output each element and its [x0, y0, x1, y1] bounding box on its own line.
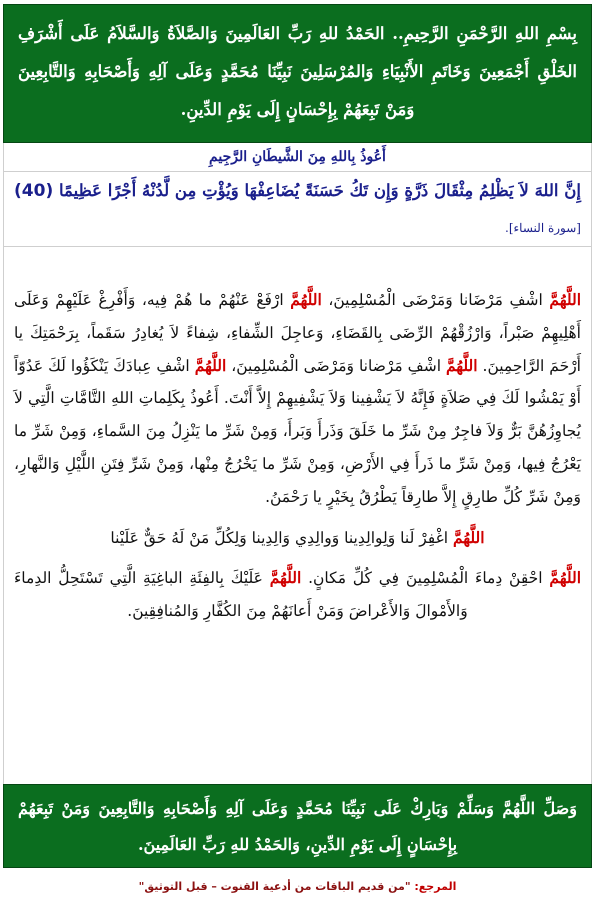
- allahumma-word: اللَّهُمَّ: [452, 527, 485, 547]
- istiadha-line: أَعُوذُ بِاللهِ مِنَ الشَّيطَانِ الرَّجِيمِ: [209, 149, 386, 165]
- divider: [4, 171, 591, 172]
- reference-label: المرجع:: [410, 880, 457, 893]
- dua-text: اشْفِ مَرْضانا وَمَرْضَى الْمُسْلِمِينَ،: [226, 356, 446, 375]
- closing-banner: [3, 784, 592, 868]
- closing-text: وَصَلِّ اللَّهُمَّ وَسَلِّمْ وَبَارِكْ عَلَى نَبِيِّنَا مُحَمَّدٍ وَعَلَى آلِهِ وَأَصْحَابِهِ وَالتَّابِعِينَ وَمَنْ تَبِعَهُمْ بِإِحْسَانٍ إِلَى يَوْمِ الدِّينِ، وَالحَمْدُ للهِ رَبِّ العَالَمِينَ.: [18, 799, 577, 854]
- quran-verse: [14, 173, 581, 246]
- allahumma-word: اللَّهُمَّ: [549, 568, 581, 588]
- dua-text: اشْفِ عِبادَكَ يَنْكَؤُوا لَكَ عَدُوّاً أَوْ يَمْشُوا لَكَ فِي صَلاَةٍ فَإِنَّهُ لاَ يَشْفِينا وَلاَ يَشْفِيهِمْ إِلاَّ أَنْتَ. أَعُوذُ بِكَلِماتِ اللهِ التَّامَّاتِ الَّتِي لاَ يُجاوِزُهُنَّ بَرٌّ وَلاَ فاجِرٌ مِنْ شَرِّ ما خَلَقَ وَذَرأَ وَبَرأَ، وَمِنْ شَرِّ ما يَنْزِلُ مِنَ السَّماءِ، وَمِنْ شَرِّ ما يَعْرُجُ فِيها، وَمِنْ شَرِّ ما ذَرأَ فِي الأَرْضِ، وَمِنْ شَرِّ ما يَخْرُجُ مِنْها، وَمِنْ شَرِّ فِتَنِ اللَّيْلِ وَالنَّهارِ، وَمِنْ شَرِّ كُلِّ طارِقٍ إِلاَّ طارِقاً يَطْرُقُ بِخَيْرٍ يا رَحْمَنُ.: [14, 356, 581, 506]
- verse-source: [سورة النساء].: [505, 221, 581, 235]
- allahumma-word: اللَّهُمَّ: [290, 290, 322, 309]
- supplication-paragraph: [14, 554, 581, 628]
- opening-banner: [3, 4, 592, 143]
- dua-text: عَلَيْكَ بِالفِئَةِ الباغِيَةِ الَّتِي تَسْتَحِلُّ الدِماءَ وَالأَمْوالَ وَالأَعْراضَ وَمَنْ أَعانَهُمْ مِنَ الكُفَّارِ وَالمُنافِقِينَ.: [14, 569, 468, 621]
- allahumma-word: اللَّهُمَّ: [549, 290, 581, 309]
- allahumma-word: اللَّهُمَّ: [445, 355, 478, 375]
- supplication-paragraph: [14, 284, 581, 514]
- allahumma-word: اللَّهُمَّ: [269, 568, 302, 588]
- dua-text: ارْفَعْ عَنْهُمْ ما هُمْ فِيه، وَأَفْرِغْ عَلَيْهِمْ وَعَلَى أَهْلِيهِمْ صَبْراً، وَارْزُقْهُمْ الرِّضَى بِالقَضَاءِ، وَعاجِلَ الشِّفاءِ، شِفاءً لاَ يُغادِرُ سَقَماً، بِرَحْمَتِكَ يا أَرْحَمَ الرَّاحِمِينَ.: [14, 291, 581, 375]
- dua-text: اشْفِ مَرْضَانا وَمَرْضَى الْمُسْلِمِينَ،: [321, 291, 550, 309]
- opening-text: بِسْمِ اللهِ الرَّحْمَنِ الرَّحِيمِ.. الحَمْدُ للهِ رَبِّ العَالَمِينَ وَالصَّلاَةُ وَالسَّلاَمُ عَلَى أَشْرَفِ الخَلْقِ أَجْمَعِينَ وَخَاتَمِ الأَنْبِيَاءِ وَالمُرْسَلِينَ نَبِيِّنَا مُحَمَّدٍ وَعَلَى آلِهِ وَأَصْحَابِهِ وَالتَّابِعِينَ وَمَنْ تَبِعَهُمْ بِإِحْسَانٍ إِلَى يَوْمِ الدِّينِ.: [18, 24, 577, 119]
- dua-text: احْقِنْ دِماءَ الْمُسْلِمِينَ فِي كُلِّ مَكانٍ.: [301, 569, 550, 588]
- reference-title: "من قديم الباقات من أدعية القنوت – قبل التوثيق": [138, 880, 411, 893]
- divider: [4, 246, 591, 247]
- supplications: [14, 284, 581, 628]
- verse-text: إِنَّ اللهَ لاَ يَظْلِمُ مِثْقَالَ ذَرَّةٍ وَإِن تَكُ حَسَنَةً يُضَاعِفْهَا وَيُؤْتِ مِن لَّدُنْهُ أَجْرًا عَظِيمًا: [59, 181, 581, 200]
- content-frame: [3, 143, 592, 784]
- dua-text: اغْفِرْ لَنا وَلِوالِدِينا وَوالِدِي وَالِدِينا وَلِكُلِّ مَنْ لَهُ حَقٌّ عَلَيْنا: [110, 528, 453, 547]
- verse-number: (40): [14, 181, 54, 201]
- reference-footer: [0, 880, 595, 893]
- supplication-paragraph: [14, 514, 581, 555]
- allahumma-word: اللَّهُمَّ: [194, 355, 227, 375]
